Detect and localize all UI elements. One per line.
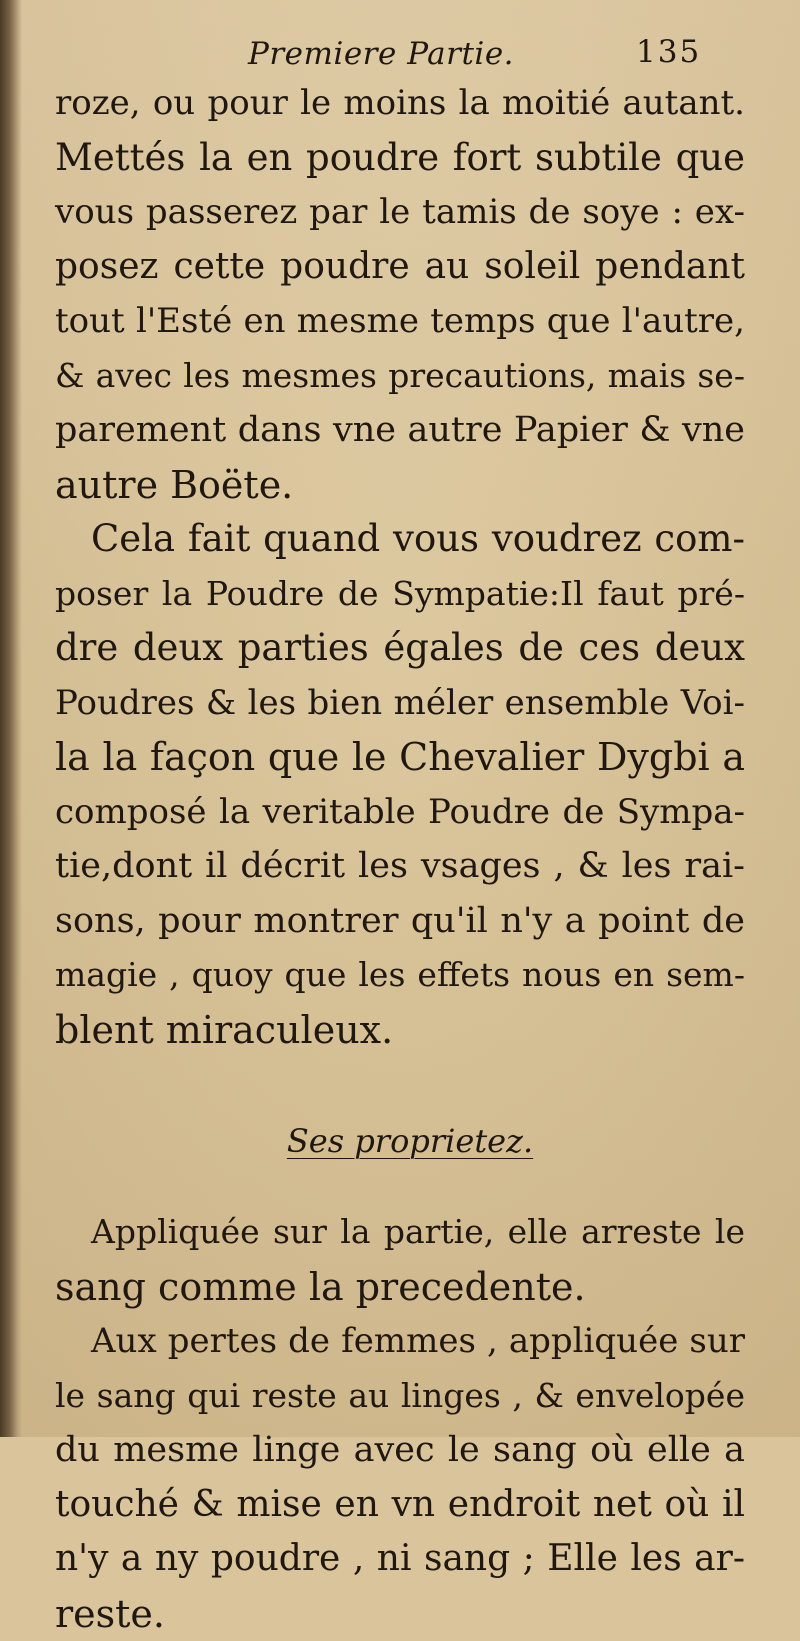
text-line: composé la veritable Poudre de Sympa- — [55, 785, 745, 840]
text-line: Aux pertes de femmes , appliquée sur — [55, 1314, 745, 1369]
page-number: 135 — [636, 34, 701, 70]
text-line: posez cette poudre au soleil pendant — [55, 240, 745, 295]
text-line: autre Boëte. — [55, 458, 745, 513]
text-line: n'y a ny poudre , ni sang ; Elle les ar- — [55, 1532, 745, 1587]
page-header — [0, 28, 800, 78]
text-line: Mettés la en poudre fort subtile que — [55, 131, 745, 186]
running-title: Premiere Partie. — [248, 36, 514, 72]
page-binding-edge — [0, 0, 22, 1437]
paragraph-3 — [55, 1205, 745, 1314]
text-line: Cela fait quand vous voudrez com- — [55, 512, 745, 567]
text-line: la la façon que le Chevalier Dygbi a — [55, 730, 745, 785]
text-line: blent miraculeux. — [55, 1003, 745, 1058]
text-line: dre deux parties égales de ces deux — [55, 621, 745, 676]
text-line: & avec les mesmes precautions, mais se- — [55, 349, 745, 404]
text-line: poser la Poudre de Sympatie:Il faut pré- — [55, 567, 745, 622]
text-line: sons, pour montrer qu'il n'y a point de — [55, 894, 745, 949]
paragraph-1 — [55, 76, 745, 512]
text-line: le sang qui reste au linges , & envelopée — [55, 1369, 745, 1424]
text-line: parement dans vne autre Papier & vne — [55, 403, 745, 458]
paragraph-4 — [55, 1314, 745, 1641]
text-line: roze, ou pour le moins la moitié autant. — [55, 76, 745, 131]
text-line: tie,dont il décrit les vsages , & les rai- — [55, 839, 745, 894]
paragraph-2 — [55, 512, 745, 1057]
text-line: Poudres & les bien méler ensemble Voi- — [55, 676, 745, 731]
text-line: Appliquée sur la partie, elle arreste le — [55, 1205, 745, 1260]
body-text — [55, 76, 745, 1641]
section-heading: Ses proprietez. — [55, 1111, 745, 1171]
text-line: magie , quoy que les effets nous en sem- — [55, 948, 745, 1003]
text-line: du mesme linge avec le sang où elle a — [55, 1423, 745, 1478]
section-spacer — [55, 1057, 745, 1111]
text-line: reste. — [55, 1587, 745, 1641]
text-line: touché & mise en vn endroit net où il — [55, 1478, 745, 1533]
text-line: sang comme la precedente. — [55, 1260, 745, 1315]
text-line: vous passerez par le tamis de soye : ex- — [55, 185, 745, 240]
section-spacer — [55, 1171, 745, 1205]
text-line: tout l'Esté en mesme temps que l'autre, — [55, 294, 745, 349]
